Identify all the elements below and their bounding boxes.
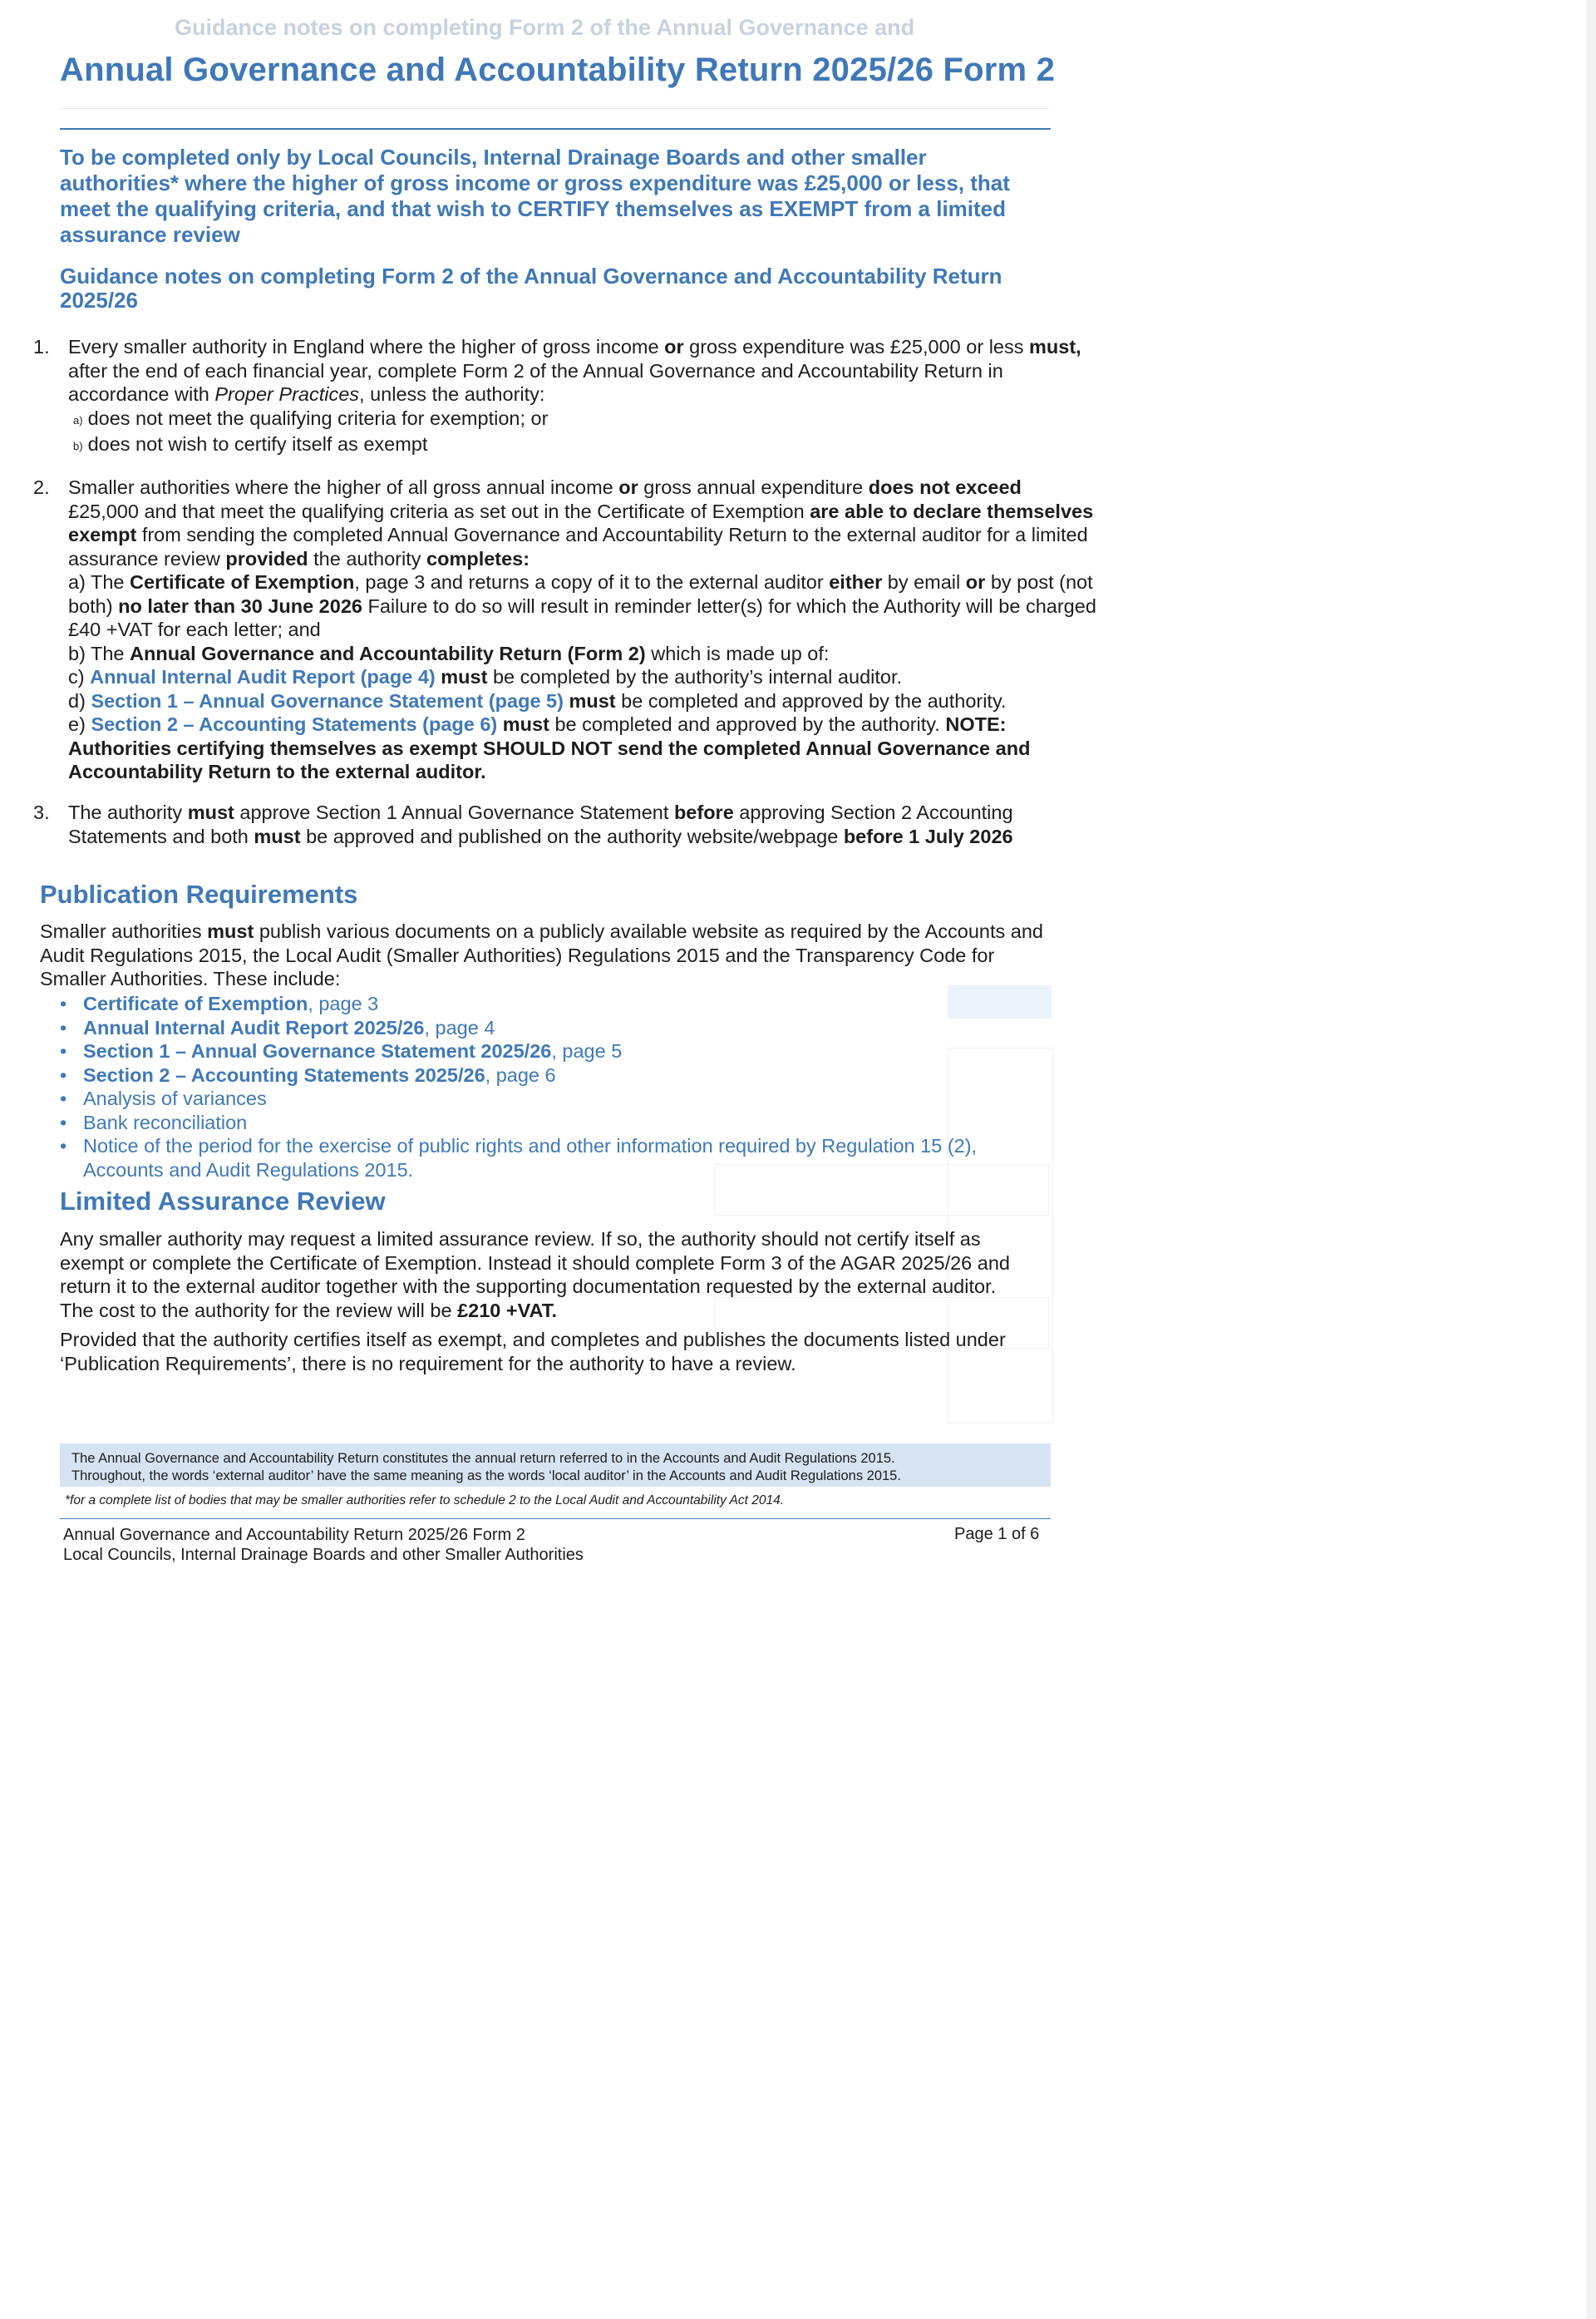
- publication-item-title: Section 2 – Accounting Statements 2025/26: [83, 1063, 485, 1086]
- text: publish various documents on a publicly available website as required by the Accounts and Audit Regulations 2015, the Local Audit (Smaller Authorities) Regulations 2015 and the Transparency Code for Smaller Authorities. These include:: [40, 920, 1044, 989]
- guidance-item-2: [33, 476, 1097, 784]
- text: be approved and published on the authority website/webpage: [300, 825, 844, 847]
- publication-item-title: Certificate of Exemption: [83, 993, 308, 1014]
- text: b) The: [68, 642, 131, 664]
- text: be completed and approved by the authority.: [615, 689, 1007, 712]
- text: approving Section 2 Accounting Statements and both: [68, 802, 1013, 847]
- bullet-icon: •: [60, 1016, 67, 1039]
- emphasis: must: [187, 802, 234, 823]
- sub-text: does not wish to certify itself as exempt: [87, 433, 428, 455]
- bullet-icon: •: [60, 1135, 67, 1157]
- bullet-icon: •: [60, 1111, 67, 1133]
- emphasis: must,: [1029, 336, 1081, 358]
- item-text: [68, 335, 1097, 459]
- text: The authority: [68, 802, 188, 823]
- text: c): [68, 666, 91, 688]
- guidance-title: Guidance notes on completing Form 2 of the Annual Governance and Accountability Return 2025/26: [60, 264, 1002, 313]
- text: Every smaller authority in England where the higher of gross income: [68, 336, 665, 358]
- text: the authority: [308, 547, 427, 570]
- publication-list-item: [60, 1111, 1057, 1135]
- sub-item-b: [73, 432, 1097, 459]
- notice-line-1: The Annual Governance and Accountability Return constitutes the annual return referred to in the Accounts and Audit Regulations 2015.: [71, 1451, 895, 1466]
- sub-item-b: [68, 642, 1097, 666]
- text: Smaller authorities: [40, 920, 208, 942]
- text: be completed and approved by the authority.: [549, 713, 946, 735]
- text: £25,000 and that meet the qualifying criteria as set out in the Certificate of Exemption: [68, 500, 810, 522]
- footer-form-name: Annual Governance and Accountability Return 2025/26 Form 2: [63, 1526, 525, 1544]
- publication-list-item: [60, 1087, 1057, 1111]
- emphasis: or: [664, 336, 684, 358]
- guidance-item-3: [33, 801, 1097, 848]
- item-number: 3.: [33, 802, 50, 823]
- guidance-item-1: [33, 335, 1097, 459]
- bullet-icon: •: [60, 1063, 67, 1086]
- publication-item-text: , page 3: [308, 993, 379, 1014]
- footer-left: [63, 1525, 584, 1565]
- publication-list-item: [60, 1016, 1057, 1040]
- text: gross annual expenditure: [638, 476, 869, 498]
- publication-heading: Publication Requirements: [40, 880, 358, 909]
- text: Smaller authorities where the higher of all gross annual income: [68, 476, 619, 498]
- emphasis: before 1 July 2026: [843, 825, 1013, 847]
- publication-list-item: [60, 1134, 1057, 1182]
- scan-edge: [1586, 0, 1596, 2319]
- item-text: [68, 476, 1097, 784]
- publication-item-text: , page 5: [551, 1040, 623, 1062]
- footnote: *for a complete list of bodies that may be smaller authorities refer to schedule 2 to the Local Audit and Accountability Act 2014.: [65, 1493, 785, 1507]
- text: which is made up of:: [645, 642, 830, 664]
- emphasis: Certificate of Exemption: [130, 571, 355, 593]
- limited-assurance-heading: Limited Assurance Review: [60, 1187, 386, 1216]
- page-number: Page 1 of 6: [954, 1525, 1040, 1543]
- text: gross expenditure was £25,000 or less: [683, 336, 1030, 358]
- notice-line-2: Throughout, the words ‘external auditor’ have the same meaning as the words ‘local auditor’ in the Accounts and Audit Regulations 2015.: [71, 1468, 901, 1483]
- emphasis: provided: [225, 547, 308, 570]
- item-number: 2.: [33, 476, 50, 498]
- text: e): [68, 713, 91, 735]
- text: from sending the completed Annual Governance and Accountability Return to the external auditor for a limited assurance review: [68, 524, 1088, 570]
- publication-list-item: [60, 1039, 1057, 1063]
- emphasis: must: [497, 713, 549, 735]
- emphasis: or: [965, 571, 986, 593]
- internal-audit-report-link: Annual Internal Audit Report (page 4): [90, 666, 436, 688]
- publication-list: [60, 992, 1057, 1182]
- text: a) The: [68, 571, 131, 593]
- publication-item-text: Notice of the period for the exercise of public rights and other information required by Regulation 15 (2), Accounts and Audit Regulations 2015.: [83, 1135, 978, 1181]
- publication-item-title: Annual Internal Audit Report 2025/26: [83, 1016, 425, 1039]
- exempt-note: NOTE: Authorities certifying themselves as exempt SHOULD NOT send the completed Annual Governance and Accountability Return to the external auditor.: [68, 713, 1031, 782]
- text: d): [68, 689, 91, 712]
- sub-item-a: [68, 570, 1097, 642]
- emphasis: must: [207, 920, 254, 942]
- emphasis: either: [829, 571, 883, 593]
- publication-item-text: , page 4: [424, 1016, 495, 1039]
- text: by email: [882, 571, 966, 593]
- publication-list-item: [60, 992, 1057, 1016]
- bleed-through-heading: Guidance notes on completing Form 2 of the Annual Governance and: [175, 15, 915, 40]
- publication-item-text: , page 6: [485, 1063, 556, 1086]
- limited-assurance-paragraph-1: [60, 1227, 1032, 1322]
- title-underline: [60, 128, 1051, 130]
- bullet-icon: •: [60, 1040, 67, 1062]
- sub-item-c: [68, 665, 1097, 689]
- publication-item-text: Bank reconciliation: [83, 1111, 248, 1133]
- emphasis: no later than 30 June 2026: [118, 595, 362, 617]
- sub-marker: a): [73, 413, 83, 427]
- emphasis: completes:: [426, 547, 530, 570]
- emphasis: must: [435, 666, 488, 688]
- review-cost: £210 +VAT.: [457, 1299, 558, 1321]
- accounting-statements-link: Section 2 – Accounting Statements (page 6): [91, 713, 498, 735]
- publication-item-text: Analysis of variances: [83, 1088, 267, 1109]
- governance-statement-link: Section 1 – Annual Governance Statement (page 5): [91, 689, 564, 712]
- limited-assurance-paragraph-2: Provided that the authority certifies itself as exempt, and completes and publishes the documents listed under ‘Publication Requirements’, there is no requirement for the authority to have a review.: [60, 1329, 1006, 1374]
- bullet-icon: •: [60, 1088, 67, 1109]
- footer-authority-type: Local Councils, Internal Drainage Boards and other Smaller Authorities: [63, 1546, 584, 1564]
- text: , page 3 and returns a copy of it to the external auditor: [354, 571, 830, 593]
- notice-box: [60, 1443, 1051, 1487]
- text: approve Section 1 Annual Governance Statement: [234, 802, 674, 823]
- emphasis: must: [563, 689, 616, 712]
- publication-intro: [40, 920, 1054, 991]
- sub-marker: b): [73, 440, 83, 452]
- text: Failure to do so will result in reminder letter(s) for which the Authority will be charged £40 +VAT for each letter; and: [68, 595, 1096, 640]
- emphasis: are able to declare themselves exempt: [68, 500, 1094, 545]
- bullet-icon: •: [60, 993, 67, 1014]
- sub-item-e: [68, 713, 1097, 784]
- item-number: 1.: [33, 336, 50, 358]
- text: by post (not both): [68, 571, 1093, 617]
- text: be completed by the authority’s internal auditor.: [487, 666, 903, 688]
- text: , unless the authority:: [359, 383, 545, 405]
- emphasis: or: [618, 476, 638, 498]
- emphasis: before: [673, 802, 734, 823]
- publication-list-item: [60, 1063, 1057, 1088]
- text: Any smaller authority may request a limited assurance review. If so, the authority should not certify itself as exempt or complete the Certificate of Exemption. Instead it should complete Form 3 of the AGAR 2025/26 and return it to the external auditor together with the supporting documentation requested by the external auditor. The cost to the authority for the review will be: [60, 1228, 1010, 1321]
- bleed-through-line: [60, 108, 1049, 109]
- emphasis: must: [254, 825, 301, 847]
- item-text: [68, 801, 1097, 848]
- sub-item-d: [68, 689, 1097, 713]
- footer-rule: [60, 1518, 1051, 1519]
- eligibility-subheading: To be completed only by Local Councils, Internal Drainage Boards and other smaller authorities* where the higher of gross income or gross expenditure was £25,000 or less, that meet the qualifying criteria, and that wish to CERTIFY themselves as EXEMPT from a limited assurance review: [60, 145, 1010, 247]
- text: after the end of each financial year, complete Form 2 of the Annual Governance and Accountability Return in accordance with: [68, 359, 1003, 405]
- item-paragraph: [68, 476, 1097, 570]
- sub-item-a: [73, 407, 1097, 433]
- italic-term: Proper Practices: [214, 383, 360, 405]
- sub-text: does not meet the qualifying criteria for exemption; or: [87, 407, 549, 429]
- emphasis: does not exceed: [868, 476, 1022, 498]
- emphasis: Annual Governance and Accountability Return (Form 2): [130, 642, 646, 664]
- publication-item-title: Section 1 – Annual Governance Statement 2025/26: [83, 1040, 552, 1062]
- page-title: Annual Governance and Accountability Return 2025/26 Form 2: [60, 52, 1056, 88]
